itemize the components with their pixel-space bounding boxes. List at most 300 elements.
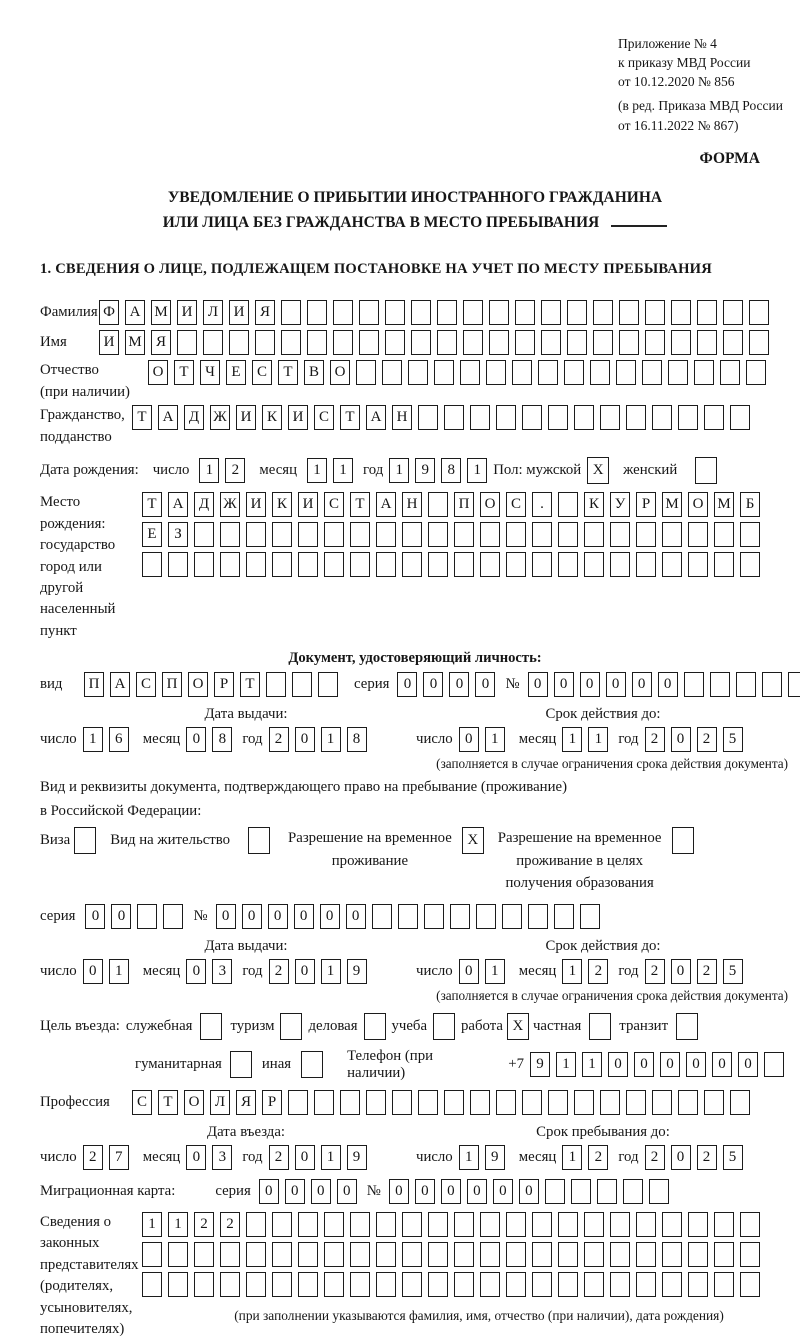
- char-box: [318, 672, 338, 697]
- visa-label: Виза: [40, 832, 71, 849]
- char-box: [220, 522, 240, 547]
- char-box: [168, 1242, 188, 1267]
- char-box: 0: [311, 1179, 331, 1204]
- char-box: [626, 1090, 646, 1115]
- char-box: [610, 552, 630, 577]
- char-box: [636, 1272, 656, 1297]
- char-box: 0: [285, 1179, 305, 1204]
- char-box: [515, 300, 535, 325]
- char-box: [684, 672, 704, 697]
- char-box: О: [188, 672, 208, 697]
- char-box: [714, 1242, 734, 1267]
- temp-residence-checkbox: [462, 827, 484, 854]
- identity-doc-heading: Документ, удостоверяющий личность:: [288, 650, 542, 667]
- char-box: [350, 522, 370, 547]
- char-box: [610, 1272, 630, 1297]
- char-box: [788, 672, 800, 697]
- char-box: Р: [636, 492, 656, 517]
- char-box: 0: [295, 1145, 315, 1170]
- char-box: М: [151, 300, 171, 325]
- char-box: Ф: [99, 300, 119, 325]
- char-box: [636, 552, 656, 577]
- issue-date-title: Дата выдачи:: [204, 706, 288, 723]
- char-box: [255, 330, 275, 355]
- char-box: [444, 1090, 464, 1115]
- char-box: [324, 1212, 344, 1237]
- patronymic-row: [40, 360, 790, 403]
- char-box: [558, 1212, 578, 1237]
- char-box: [454, 522, 474, 547]
- char-box: [671, 330, 691, 355]
- char-box: [382, 360, 402, 385]
- char-box: [480, 1242, 500, 1267]
- char-box: 1: [109, 959, 129, 984]
- surname-label: Фамилия: [40, 304, 98, 321]
- char-box: [496, 405, 516, 430]
- char-box: С: [132, 1090, 152, 1115]
- residence-doc-intro1: Вид и реквизиты документа, подтверждающего право на пребывание (проживание): [40, 779, 568, 796]
- day-label: число: [40, 731, 77, 748]
- forma-heading: ФОРМА: [699, 149, 760, 167]
- char-box: [246, 1212, 266, 1237]
- annex-line: Приложение № 4: [618, 36, 717, 51]
- char-box: [730, 405, 750, 430]
- temp-residence-label: Разрешение на временное проживание: [288, 830, 452, 869]
- char-box: 7: [109, 1145, 129, 1170]
- char-box: [168, 552, 188, 577]
- issue-year-boxes: [269, 727, 373, 752]
- surname-boxes: [99, 300, 775, 325]
- char-box: [433, 1013, 455, 1040]
- char-box: [688, 522, 708, 547]
- year-label: год: [242, 1148, 263, 1165]
- char-box: [194, 552, 214, 577]
- char-box: [463, 300, 483, 325]
- birth-date-label: Дата рождения:: [40, 462, 139, 479]
- char-box: 0: [467, 1179, 487, 1204]
- char-box: И: [236, 405, 256, 430]
- char-box: [616, 360, 636, 385]
- char-box: П: [84, 672, 104, 697]
- char-box: [366, 1090, 386, 1115]
- char-box: [402, 552, 422, 577]
- birth-month-boxes: [307, 458, 359, 483]
- char-box: [580, 904, 600, 929]
- char-box: [710, 672, 730, 697]
- char-box: [652, 1090, 672, 1115]
- char-box: И: [99, 330, 119, 355]
- migration-card-label: Миграционная карта:: [40, 1182, 176, 1199]
- char-box: [593, 330, 613, 355]
- char-box: [506, 1242, 526, 1267]
- char-box: 2: [697, 1145, 717, 1170]
- char-box: [229, 330, 249, 355]
- char-box: [762, 672, 782, 697]
- char-box: 0: [295, 727, 315, 752]
- char-box: С: [324, 492, 344, 517]
- char-box: [163, 904, 183, 929]
- section1-heading: 1. СВЕДЕНИЯ О ЛИЦЕ, ПОДЛЕЖАЩЕМ ПОСТАНОВКЕ НА УЧЕТ ПО МЕСТУ ПРЕБЫВАНИЯ: [40, 261, 712, 278]
- char-box: [515, 330, 535, 355]
- char-box: [506, 1272, 526, 1297]
- char-box: [428, 522, 448, 547]
- char-box: [528, 904, 548, 929]
- representatives-row3-boxes: [142, 1272, 766, 1297]
- char-box: [392, 1090, 412, 1115]
- char-box: 1: [321, 727, 341, 752]
- residence-doc-intro2: в Российской Федерации:: [40, 803, 202, 820]
- char-box: [298, 1212, 318, 1237]
- month-label: месяц: [518, 1148, 557, 1165]
- residence-permit-checkbox: [248, 827, 270, 854]
- char-box: С: [136, 672, 156, 697]
- char-box: [248, 827, 270, 854]
- char-box: 0: [186, 1145, 206, 1170]
- citizenship-boxes: [132, 405, 756, 430]
- char-box: [714, 552, 734, 577]
- char-box: 6: [109, 727, 129, 752]
- char-box: [545, 1179, 565, 1204]
- char-box: [280, 1013, 302, 1040]
- char-box: [402, 1212, 422, 1237]
- char-box: 0: [686, 1052, 706, 1077]
- char-box: С: [252, 360, 272, 385]
- char-box: 1: [321, 959, 341, 984]
- identity-doc-kind-row: [40, 672, 790, 697]
- sex-male-checkbox: [587, 457, 609, 484]
- issue-day-boxes: [83, 727, 135, 752]
- char-box: [564, 360, 584, 385]
- char-box: 0: [634, 1052, 654, 1077]
- residence-number-boxes: [216, 904, 606, 929]
- char-box: [571, 1179, 591, 1204]
- purpose-row: [40, 1013, 790, 1040]
- char-box: С: [506, 492, 526, 517]
- char-box: 0: [83, 959, 103, 984]
- char-box: [385, 330, 405, 355]
- char-box: [593, 300, 613, 325]
- profession-boxes: [132, 1090, 756, 1115]
- char-box: [740, 552, 760, 577]
- char-box: [142, 1272, 162, 1297]
- year-label: год: [618, 962, 639, 979]
- char-box: [385, 300, 405, 325]
- char-box: [688, 1212, 708, 1237]
- char-box: [324, 1242, 344, 1267]
- day-label: число: [416, 731, 453, 748]
- char-box: 0: [186, 959, 206, 984]
- char-box: [714, 1272, 734, 1297]
- profession-label: Профессия: [40, 1093, 110, 1110]
- char-box: [541, 300, 561, 325]
- patronymic-label: Отчество (при наличии): [40, 362, 130, 400]
- char-box: 0: [475, 672, 495, 697]
- char-box: [584, 1212, 604, 1237]
- char-box: [697, 330, 717, 355]
- char-box: О: [330, 360, 350, 385]
- char-box: 0: [337, 1179, 357, 1204]
- char-box: Л: [203, 300, 223, 325]
- citizenship-row: [40, 405, 790, 448]
- year-label: год: [618, 731, 639, 748]
- char-box: [340, 1090, 360, 1115]
- char-box: [194, 1242, 214, 1267]
- char-box: 2: [645, 727, 665, 752]
- char-box: 2: [697, 727, 717, 752]
- char-box: Т: [350, 492, 370, 517]
- year-label: год: [242, 731, 263, 748]
- char-box: 5: [723, 1145, 743, 1170]
- annex-amend-line: от 16.11.2022 № 867): [618, 117, 739, 133]
- number-label: №: [193, 907, 208, 924]
- char-box: [610, 1242, 630, 1267]
- annex-amend-line: (в ред. Приказа МВД России: [618, 98, 783, 114]
- char-box: [584, 522, 604, 547]
- char-box: Т: [158, 1090, 178, 1115]
- char-box: С: [314, 405, 334, 430]
- purpose-work-checkbox: [507, 1013, 529, 1040]
- char-box: 0: [320, 904, 340, 929]
- char-box: X: [462, 827, 484, 854]
- char-box: [168, 1272, 188, 1297]
- char-box: 1: [142, 1212, 162, 1237]
- char-box: 9: [485, 1145, 505, 1170]
- form-title-line2: ИЛИ ЛИЦА БЕЗ ГРАЖДАНСТВА В МЕСТО ПРЕБЫВАНИЯ: [40, 211, 790, 236]
- char-box: И: [288, 405, 308, 430]
- citizenship-label: Гражданство, подданство: [40, 407, 125, 445]
- char-box: [314, 1090, 334, 1115]
- char-box: Р: [214, 672, 234, 697]
- char-box: [688, 552, 708, 577]
- char-box: 2: [645, 959, 665, 984]
- residence-doc-dates: [40, 938, 790, 984]
- purpose-tourism-checkbox: [280, 1013, 302, 1040]
- annex-reference: [618, 34, 790, 135]
- month-label: месяц: [259, 462, 298, 479]
- day-label: число: [416, 1148, 453, 1165]
- char-box: [177, 330, 197, 355]
- char-box: [298, 1272, 318, 1297]
- char-box: [558, 1272, 578, 1297]
- char-box: [454, 1212, 474, 1237]
- char-box: 2: [588, 1145, 608, 1170]
- char-box: [324, 1272, 344, 1297]
- form-title-line1: УВЕДОМЛЕНИЕ О ПРИБЫТИИ ИНОСТРАННОГО ГРАЖДАНИНА: [167, 188, 663, 206]
- doc-kind-boxes: [84, 672, 344, 697]
- char-box: [437, 330, 457, 355]
- char-box: [220, 1242, 240, 1267]
- char-box: 0: [268, 904, 288, 929]
- birth-place-row3-boxes: [142, 552, 766, 577]
- day-label: число: [40, 962, 77, 979]
- char-box: [740, 1212, 760, 1237]
- char-box: [307, 300, 327, 325]
- char-box: [480, 1212, 500, 1237]
- representatives-row2-boxes: [142, 1242, 766, 1267]
- name-label: Имя: [40, 334, 67, 351]
- char-box: [418, 405, 438, 430]
- char-box: [142, 552, 162, 577]
- char-box: О: [184, 1090, 204, 1115]
- char-box: [740, 1242, 760, 1267]
- char-box: К: [584, 492, 604, 517]
- char-box: [454, 552, 474, 577]
- char-box: [463, 330, 483, 355]
- year-label: год: [242, 962, 263, 979]
- char-box: 0: [554, 672, 574, 697]
- char-box: 0: [397, 672, 417, 697]
- char-box: [298, 552, 318, 577]
- char-box: [532, 552, 552, 577]
- char-box: А: [158, 405, 178, 430]
- char-box: [411, 300, 431, 325]
- char-box: [454, 1242, 474, 1267]
- char-box: [636, 1212, 656, 1237]
- char-box: [610, 522, 630, 547]
- char-box: [574, 405, 594, 430]
- char-box: 8: [441, 458, 461, 483]
- char-box: 3: [212, 959, 232, 984]
- month-label: месяц: [518, 962, 557, 979]
- stay-day-boxes: [459, 1145, 511, 1170]
- name-boxes: [99, 330, 775, 355]
- char-box: 0: [186, 727, 206, 752]
- char-box: 0: [459, 959, 479, 984]
- char-box: З: [168, 522, 188, 547]
- char-box: [584, 1272, 604, 1297]
- char-box: [246, 522, 266, 547]
- char-box: [720, 360, 740, 385]
- char-box: [662, 1212, 682, 1237]
- char-box: 0: [660, 1052, 680, 1077]
- stay-until-title: Срок пребывания до:: [536, 1123, 670, 1140]
- char-box: Д: [194, 492, 214, 517]
- char-box: 0: [295, 959, 315, 984]
- char-box: 1: [562, 727, 582, 752]
- char-box: А: [168, 492, 188, 517]
- char-box: [460, 360, 480, 385]
- entry-stay-dates: [40, 1124, 790, 1170]
- char-box: [246, 552, 266, 577]
- purpose-official-checkbox: [200, 1013, 222, 1040]
- char-box: 0: [580, 672, 600, 697]
- day-label: число: [416, 962, 453, 979]
- char-box: [272, 1272, 292, 1297]
- stay-month-boxes: [562, 1145, 614, 1170]
- char-box: [740, 1272, 760, 1297]
- char-box: 0: [608, 1052, 628, 1077]
- char-box: 1: [333, 458, 353, 483]
- char-box: [301, 1051, 323, 1078]
- series-label: серия: [215, 1182, 251, 1199]
- char-box: [203, 330, 223, 355]
- identity-doc-dates: [40, 706, 790, 752]
- migration-series-boxes: [259, 1179, 363, 1204]
- char-box: [376, 1212, 396, 1237]
- char-box: 0: [441, 1179, 461, 1204]
- char-box: [350, 552, 370, 577]
- char-box: Н: [392, 405, 412, 430]
- char-box: 0: [459, 727, 479, 752]
- char-box: [619, 330, 639, 355]
- char-box: 2: [269, 959, 289, 984]
- char-box: [626, 405, 646, 430]
- char-box: Б: [740, 492, 760, 517]
- char-box: [230, 1051, 252, 1078]
- expiry-date-title: Срок действия до:: [545, 937, 661, 954]
- char-box: [506, 1212, 526, 1237]
- expiry-date-title: Срок действия до:: [545, 706, 661, 723]
- char-box: 0: [493, 1179, 513, 1204]
- char-box: [288, 1090, 308, 1115]
- char-box: [610, 1212, 630, 1237]
- char-box: [642, 360, 662, 385]
- char-box: [480, 1272, 500, 1297]
- purpose-other-label: иная: [261, 1056, 292, 1073]
- char-box: 1: [389, 458, 409, 483]
- char-box: [359, 300, 379, 325]
- char-box: [714, 1212, 734, 1237]
- char-box: [74, 827, 96, 854]
- char-box: 3: [212, 1145, 232, 1170]
- char-box: [548, 1090, 568, 1115]
- char-box: [723, 330, 743, 355]
- char-box: [746, 360, 766, 385]
- birth-place-row1-boxes: [142, 492, 766, 517]
- annex-line: к приказу МВД России: [618, 55, 751, 71]
- char-box: 0: [259, 1179, 279, 1204]
- form-title: [40, 186, 790, 236]
- char-box: [402, 1272, 422, 1297]
- surname-row: [40, 300, 790, 325]
- char-box: .: [532, 492, 552, 517]
- char-box: 0: [415, 1179, 435, 1204]
- char-box: [597, 1179, 617, 1204]
- char-box: Т: [240, 672, 260, 697]
- char-box: [418, 1090, 438, 1115]
- char-box: [246, 1272, 266, 1297]
- char-box: [333, 330, 353, 355]
- char-box: Я: [151, 330, 171, 355]
- char-box: Т: [340, 405, 360, 430]
- purpose-business-checkbox: [364, 1013, 386, 1040]
- char-box: [704, 1090, 724, 1115]
- issue-year-boxes: [269, 959, 373, 984]
- char-box: [272, 552, 292, 577]
- char-box: [376, 1272, 396, 1297]
- char-box: 1: [199, 458, 219, 483]
- char-box: [350, 1212, 370, 1237]
- purpose-transit-label: транзит: [619, 1017, 669, 1034]
- char-box: [636, 1242, 656, 1267]
- char-box: [356, 360, 376, 385]
- char-box: 1: [562, 959, 582, 984]
- char-box: М: [662, 492, 682, 517]
- char-box: [704, 405, 724, 430]
- char-box: 1: [307, 458, 327, 483]
- char-box: О: [148, 360, 168, 385]
- char-box: [736, 672, 756, 697]
- char-box: [554, 904, 574, 929]
- expiry-year-boxes: [645, 727, 749, 752]
- char-box: 0: [632, 672, 652, 697]
- char-box: 1: [562, 1145, 582, 1170]
- char-box: [437, 300, 457, 325]
- char-box: [496, 1090, 516, 1115]
- char-box: [645, 330, 665, 355]
- char-box: [480, 522, 500, 547]
- char-box: А: [366, 405, 386, 430]
